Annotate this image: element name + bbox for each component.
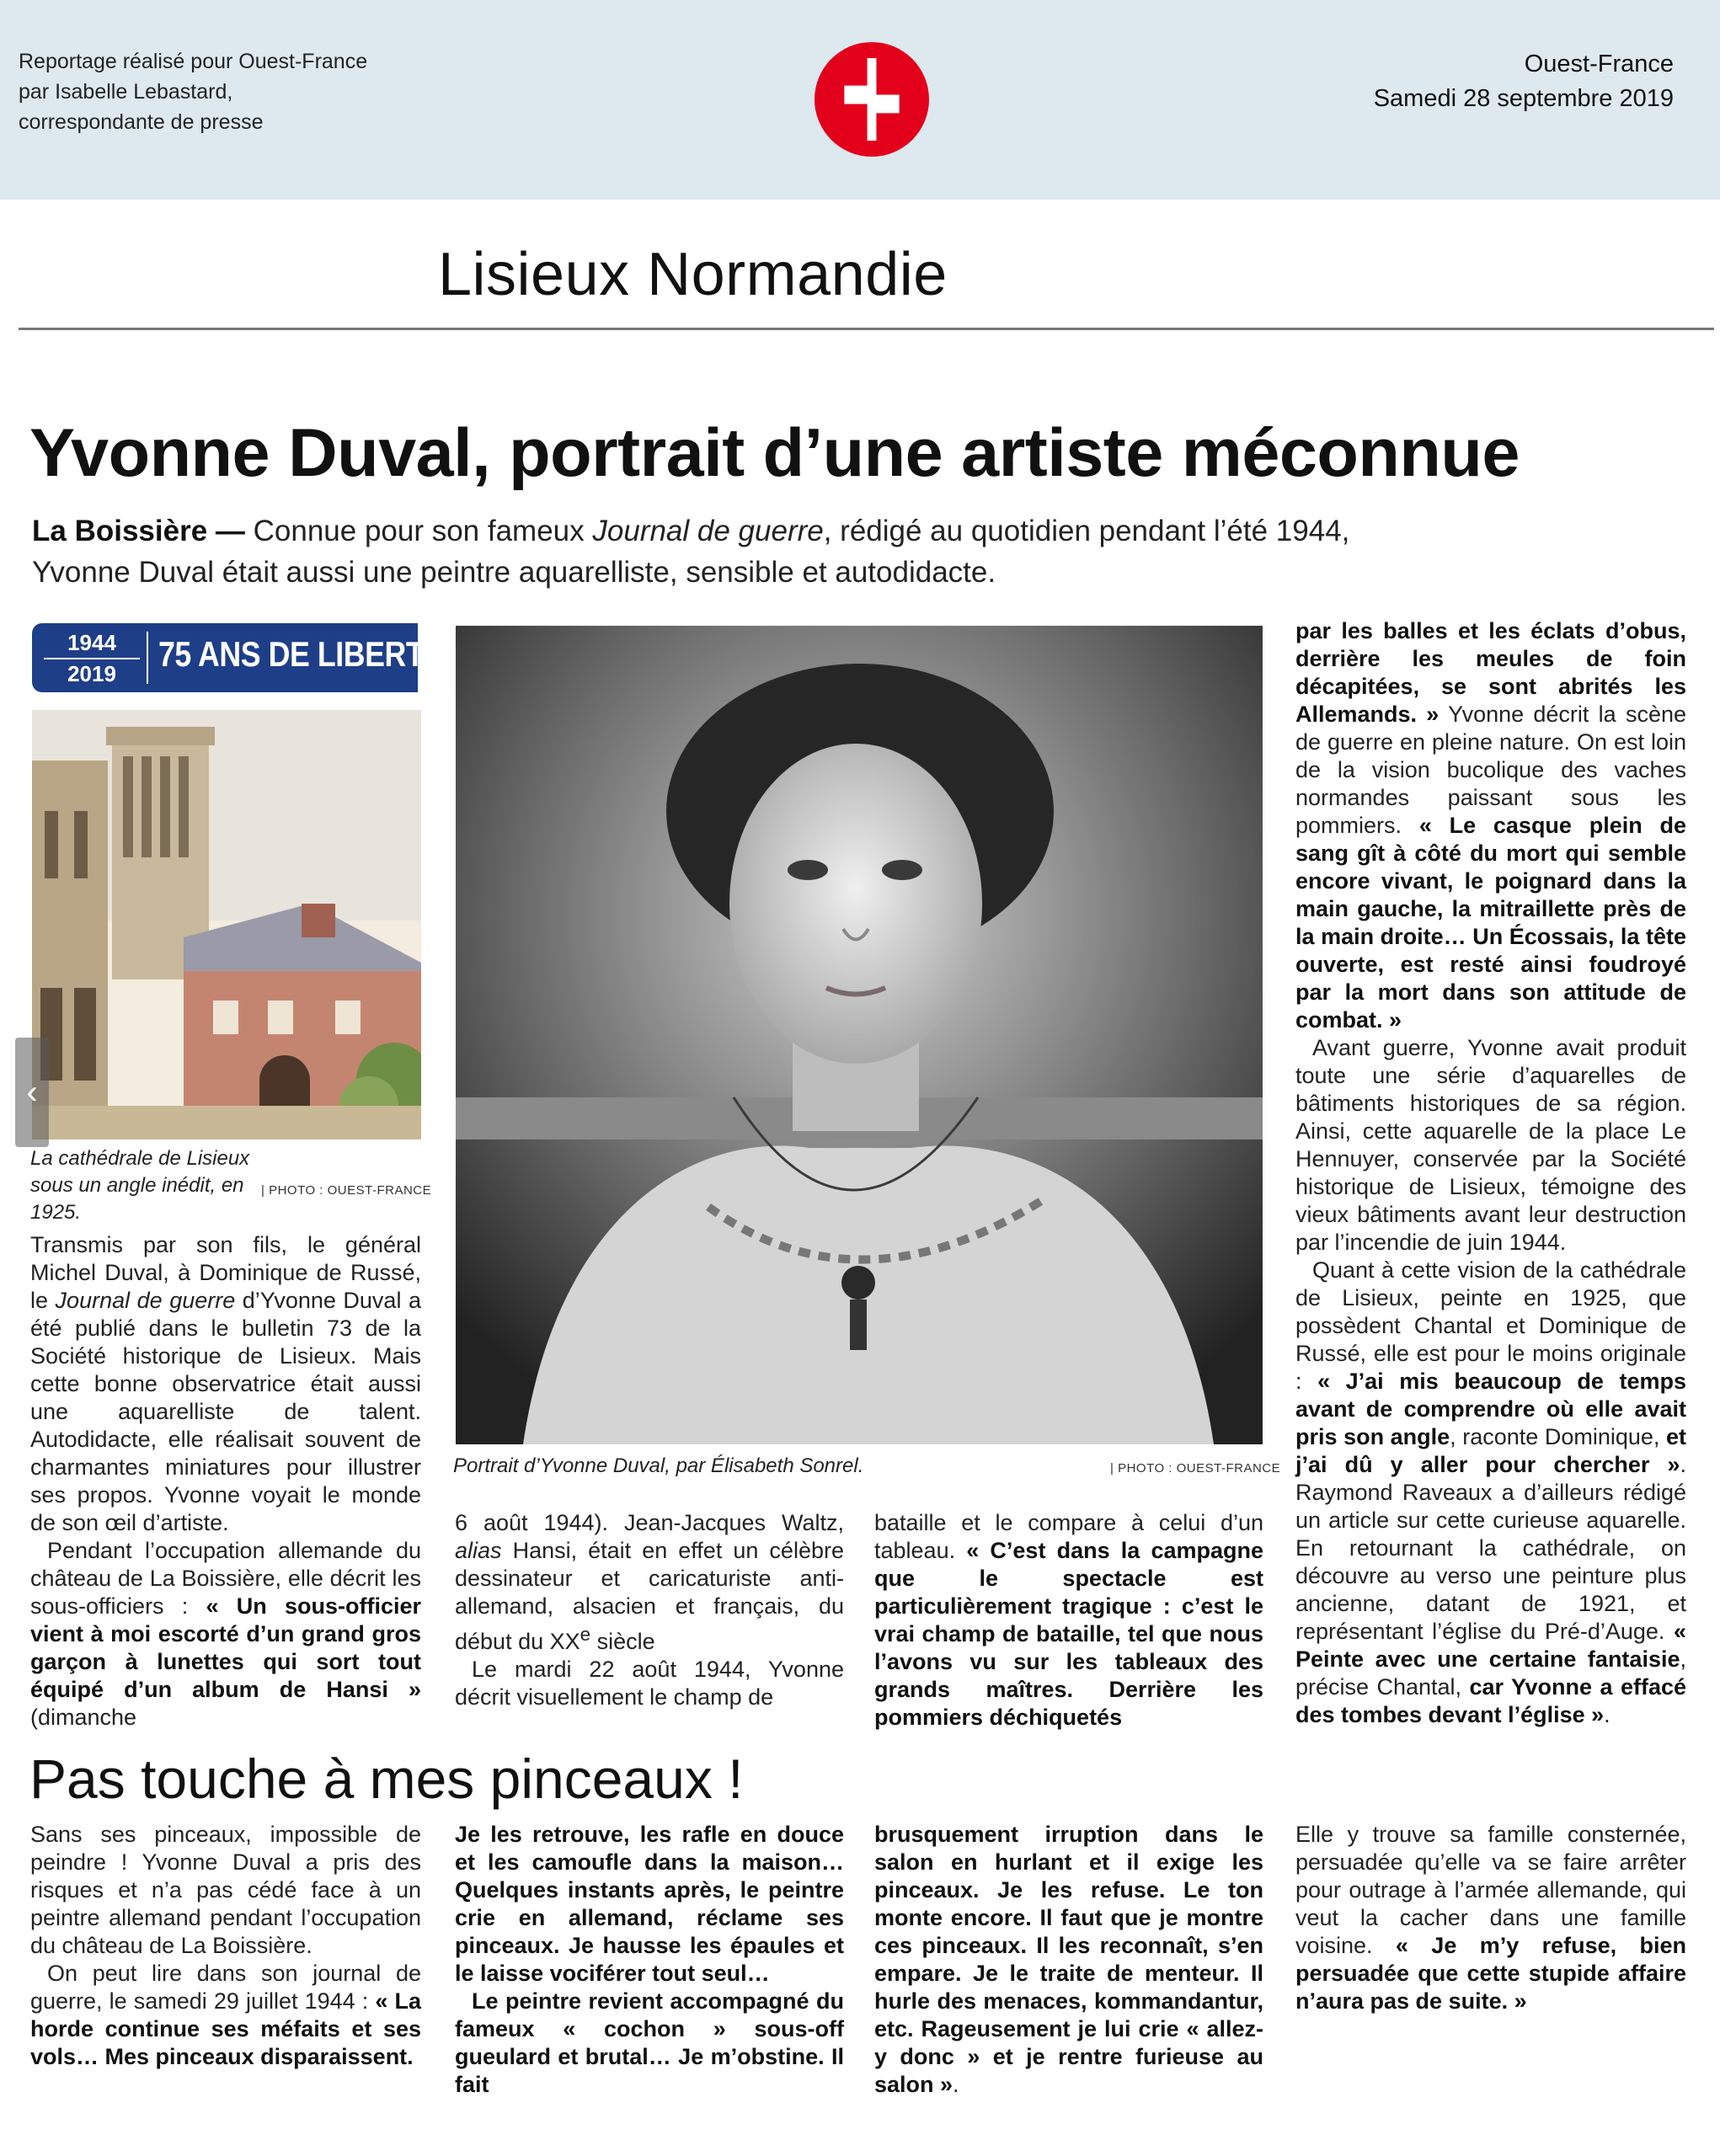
paragraph — [874, 1821, 1263, 2099]
quote-run: et j’ai dû y aller pour chercher » — [1295, 1424, 1686, 1477]
banner-label: 75 ANS DE LIBERTÉ — [158, 634, 444, 674]
text-run: (dimanche — [30, 1705, 137, 1730]
quote-run: brusquement irruption dans le salon en hurlant et il exige les pinceaux. Je les refuse. Le ton monte encore. Il faut que je montre ces pinceaux. Il les reconnaît, s’en empare. Je le traite de menteur. Il hurle des menaces, kommandantur, etc. Rageusement je lui crie « allez-y donc » et je rentre furieuse au salon » — [874, 1822, 1263, 2097]
quote-run: Le peintre revient accompagné du fameux « cochon » sous-off gueulard et brutal… Je m’obstine. Il fait — [455, 1988, 844, 2097]
text-run: Elle y trouve sa famille consternée, persuadée qu’elle va se faire arrêter pour outrage à l’armée allemande, qui veut la cacher dans une famille voisine. — [1295, 1822, 1686, 1958]
quote-run: « C’est dans la campagne que le spectacle est particulièrement tragique : c’est le vrai champ de bataille, tel que nous l’avons vu sur les tableaux des grands maîtres. Derrière les pommiers déchiquetés — [874, 1538, 1263, 1730]
publication-info — [1374, 47, 1674, 116]
ouest-france-logo-icon — [815, 42, 929, 157]
paragraph — [455, 1821, 844, 1988]
superscript-run: e — [580, 1624, 591, 1645]
article-column-4 — [1295, 617, 1686, 1729]
sidebar-headline: Pas touche à mes pinceaux ! — [29, 1748, 744, 1810]
quote-run: « Un sous-officier vient à moi escorté d’un grand gros garçon à lunettes qui sort tout équipé d’un album de Hansi » — [30, 1593, 421, 1702]
text-run: Hansi, était en effet un célèbre dessinateur et caricaturiste anti-allemand, alsacien et français, du début du XX — [455, 1538, 844, 1654]
text-run: Yvonne décrit la scène de guerre en pleine nature. On est loin de la vision bucolique des vaches normandes paissant sous les pommiers. — [1295, 702, 1686, 838]
lead-italic: Journal de guerre — [592, 515, 824, 547]
quote-run: « Peinte avec une certaine fantaisie — [1295, 1619, 1686, 1672]
text-run: 6 août 1944). Jean-Jacques Waltz, — [455, 1510, 844, 1535]
article-column-1 — [30, 1231, 421, 1732]
text-run: . — [953, 2072, 959, 2097]
text-run: d’Yvonne Duval a été publié dans le bulletin 73 de la Société historique de Lisieux. Mais cette bonne observatrice était aussi une aquarelliste de talent. Autodidacte, elle réalisait souvent de charmantes miniatures pour illustrer ses propos. Yvonne voyait le monde de son œil d’artiste. — [30, 1288, 421, 1535]
portrait-painting-image — [456, 626, 1263, 1444]
liberation-banner — [32, 623, 444, 692]
text-run: . Raymond Raveaux a d’ailleurs rédigé un article sur cette curieuse aquarelle. En retournant la cathédrale, on découvre au verso une peinture plus ancienne, datant de 1921, et représentant l’église du Pré-d’Auge. — [1295, 1452, 1686, 1644]
paragraph — [30, 1537, 421, 1732]
previous-arrow-icon[interactable]: ‹ — [15, 1038, 49, 1147]
text-run: bataille et le compare à celui d’un tableau. — [874, 1510, 1263, 1563]
lead-place: La Boissière — — [32, 515, 245, 547]
text-run: Quant à cette vision de la cathédrale de Lisieux, peinte en 1925, que possèdent Chantal et Dominique de Russé, elle est pour le moins originale : — [1295, 1257, 1686, 1394]
italic-run: alias — [455, 1538, 502, 1563]
quote-run: « Je m’y refuse, bien persuadée que cette stupide affaire n’aura pas de suite. » — [1295, 1933, 1686, 2014]
paragraph — [455, 1988, 844, 2099]
lead-text: Connue pour son fameux — [244, 515, 593, 547]
text-run: , précise Chantal, — [1295, 1646, 1686, 1700]
quote-run: Je les retrouve, les rafle en douce et les camoufle dans la maison… Quelques instants après, le peintre crie en allemand, réclame ses pinceaux. Je hausse les épaules et le laisse vociférer tout seul… — [455, 1822, 844, 1986]
portrait-photo-credit: | PHOTO : OUEST-FRANCE — [1110, 1461, 1281, 1476]
paragraph — [30, 1231, 421, 1537]
quote-run: « J’ai mis beaucoup de temps avant de comprendre où elle avait pris son angle — [1295, 1369, 1686, 1449]
banner-years — [44, 628, 140, 689]
cathedral-caption: La cathédrale de Lisieux sous un angle inédit, en 1925. — [30, 1147, 250, 1224]
credit-line: correspondante de presse — [19, 110, 264, 134]
text-run: siècle — [590, 1629, 655, 1654]
paragraph — [1295, 1034, 1686, 1257]
sidebar-column-4 — [1295, 1821, 1686, 2015]
paragraph — [1295, 1821, 1686, 2015]
banner-year-start: 1944 — [44, 628, 140, 659]
publication-name: Ouest-France — [1524, 51, 1674, 77]
reporter-credit — [19, 46, 367, 137]
quote-run: car Yvonne a effacé des tombes devant l’église » — [1295, 1674, 1686, 1727]
credit-line: Reportage réalisé pour Ouest-France — [19, 50, 368, 73]
paragraph — [1295, 617, 1686, 1034]
paragraph — [30, 1960, 421, 2071]
paragraph — [455, 1656, 844, 1711]
text-run: Transmis par son fils, le général Michel Duval, à Dominique de Russé, le — [30, 1232, 421, 1313]
paragraph — [455, 1509, 844, 1656]
sidebar-column-1 — [30, 1821, 421, 2071]
article-column-2 — [455, 1509, 844, 1711]
article-column-3 — [874, 1509, 1263, 1732]
text-run: Sans ses pinceaux, impossible de peindre ! Yvonne Duval a pris des risques et n’a pas cédé face à un peintre allemand pendant l’occupation du château de La Boissière. — [30, 1822, 421, 1958]
text-run: Avant guerre, Yvonne avait produit toute une série d’aquarelles de bâtiments historiques de sa région. Ainsi, cette aquarelle de la place Le Hennuyer, conservée par la Société historique de Lisieux, témoigne des vieux bâtiments avant leur destruction par l’incendie de juin 1944. — [1295, 1035, 1686, 1255]
sidebar-column-2 — [455, 1821, 844, 2099]
cathedral-photo-credit: | PHOTO : OUEST-FRANCE — [261, 1183, 432, 1198]
quote-run: « Le casque plein de sang gît à côté du mort qui semble encore vivant, le poignard dans la main gauche, la mitraillette près de la main droite… Un Écossais, la tête ouverte, est resté ainsi foudroyé par la mort dans son attitude de combat. » — [1295, 813, 1687, 1033]
sidebar-column-3 — [874, 1821, 1263, 2099]
section-divider — [19, 328, 1714, 330]
banner-separator — [147, 632, 148, 684]
text-run: On peut lire dans son journal de guerre, le samedi 29 juillet 1944 : — [30, 1961, 421, 2014]
section-title: Lisieux Normandie — [438, 241, 948, 308]
text-run: , raconte Dominique, — [1450, 1424, 1666, 1449]
text-run: . — [1604, 1702, 1610, 1727]
text-run: Pendant l’occupation allemande du château de La Boissière, elle décrit les sous-officiers : — [30, 1538, 421, 1619]
portrait-caption: Portrait d’Yvonne Duval, par Élisabeth Sonrel. — [453, 1454, 864, 1477]
credit-line: par Isabelle Lebastard, — [19, 80, 233, 104]
italic-run: Journal de guerre — [55, 1288, 236, 1313]
lead-text: , rédigé au quotidien pendant l’été 1944, Yvonne Duval était aussi une peintre aquarelliste, sensible et autodidacte. — [32, 515, 1350, 589]
text-run: Le mardi 22 août 1944, Yvonne décrit visuellement le champ de — [455, 1657, 844, 1710]
banner-year-end: 2019 — [67, 661, 116, 686]
article-lead — [32, 510, 1447, 593]
quote-run: « La horde continue ses méfaits et ses vols… Mes pinceaux disparaissent. — [30, 1988, 421, 2069]
cathedral-watercolour-image — [32, 710, 421, 1139]
quote-run: par les balles et les éclats d’obus, derrière les meules de foin décapitées, se sont abrités les Allemands. » — [1295, 618, 1686, 727]
article-headline: Yvonne Duval, portrait d’une artiste méconnue — [29, 415, 1520, 491]
paragraph — [874, 1509, 1263, 1732]
paragraph — [1295, 1257, 1686, 1729]
paragraph — [30, 1821, 421, 1960]
publication-date: Samedi 28 septembre 2019 — [1373, 85, 1674, 112]
